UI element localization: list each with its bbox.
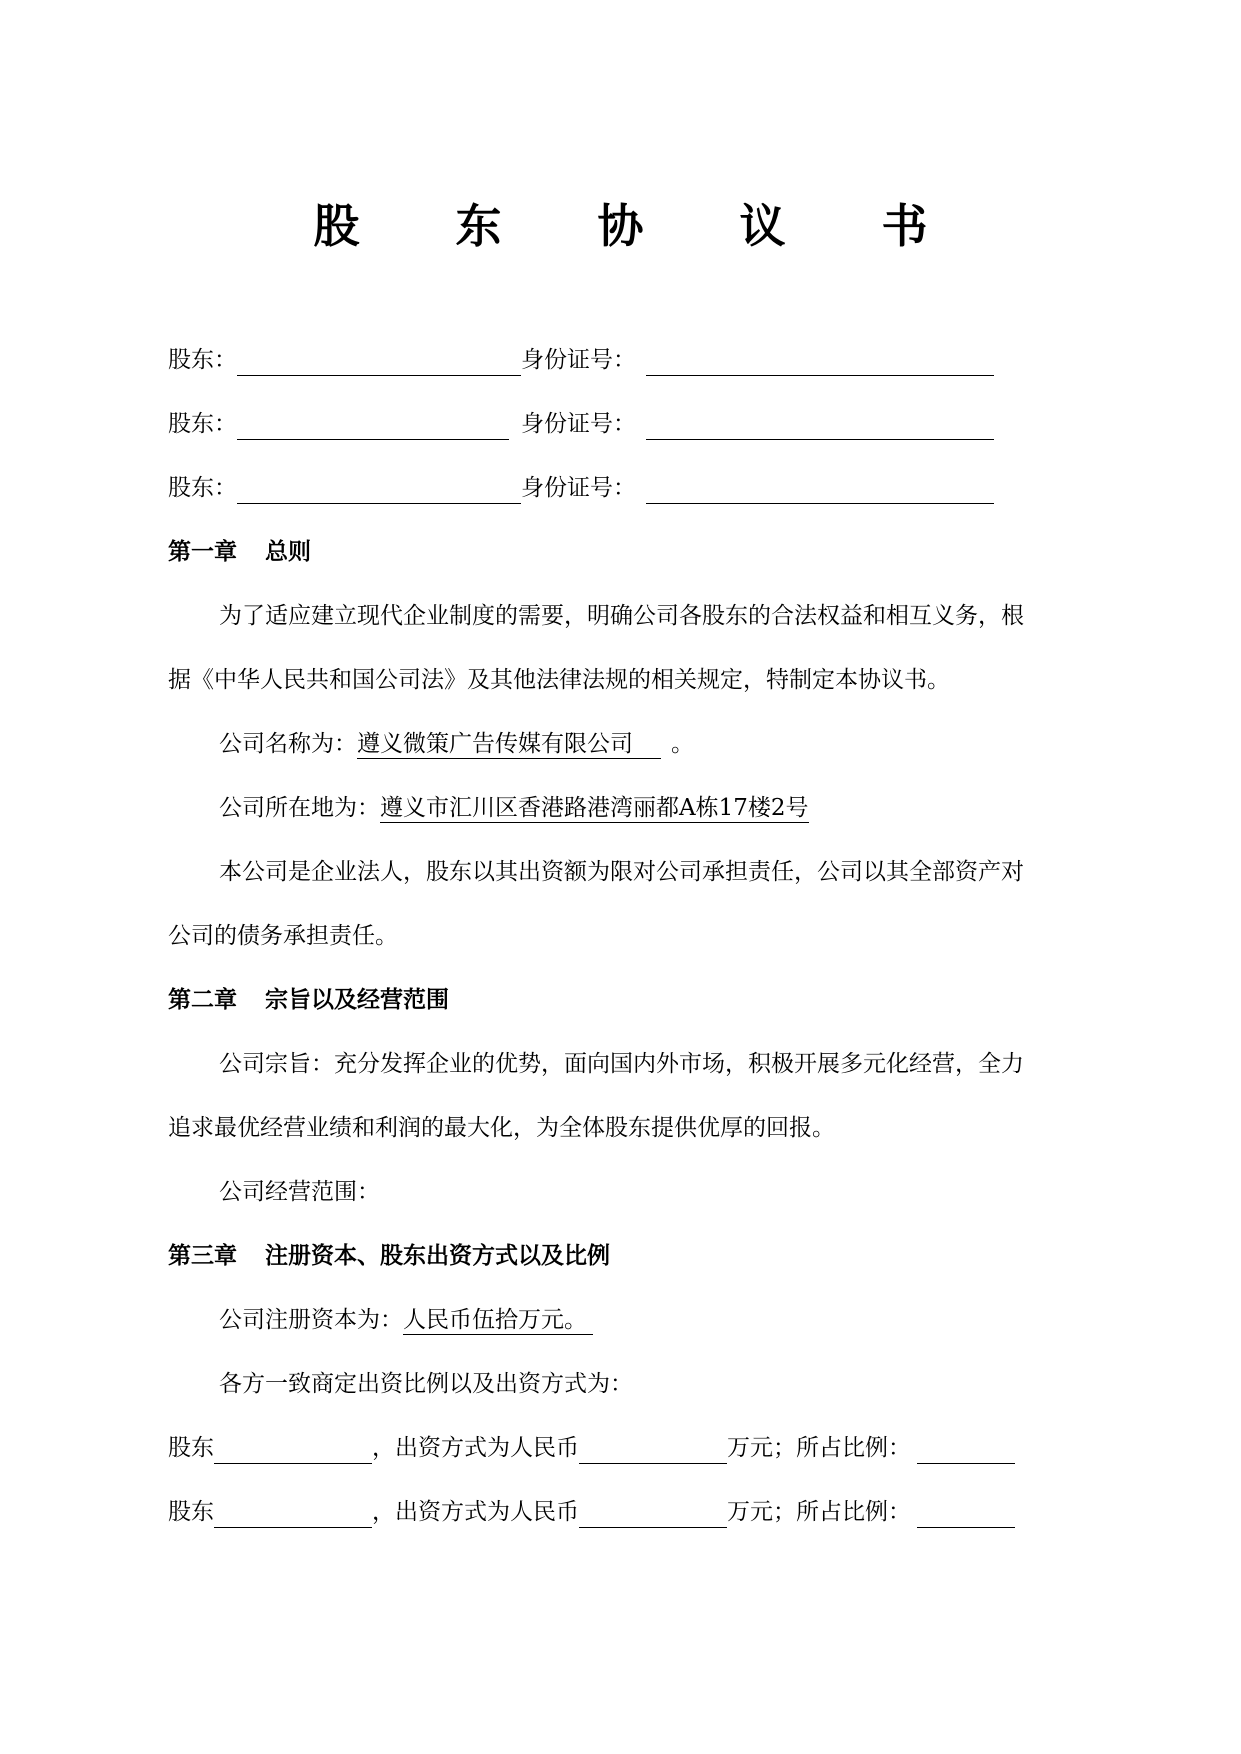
chapter-name: 总则 (265, 539, 311, 565)
company-name-end: 。 (671, 731, 694, 757)
shareholder-label: 股东 (168, 1435, 214, 1461)
capital-value: 人民币伍拾万元。 (403, 1307, 593, 1335)
chapter-heading-2 (168, 984, 449, 1016)
address-value: 遵义市汇川区香港路港湾丽都A栋17楼2号 (380, 795, 809, 821)
business-scope-label: 公司经营范围： (219, 1179, 380, 1205)
ratio-label: 万元；所占比例： (727, 1499, 911, 1525)
address-line (168, 792, 1131, 824)
ratio-blank[interactable] (917, 1501, 1015, 1528)
id-number-label: 身份证号： (521, 347, 636, 373)
shareholder-label: 股东： (168, 347, 237, 373)
paragraph-line: 据《中华人民共和国公司法》及其他法律法规的相关规定，特制定本协议书。 (168, 667, 950, 693)
ratio-label: 万元；所占比例： (727, 1435, 911, 1461)
shareholder-name-blank[interactable] (237, 477, 521, 504)
chapter-name: 注册资本、股东出资方式以及比例 (265, 1243, 610, 1269)
company-name-value: 遵义微策广告传媒有限公司 (357, 731, 661, 759)
paragraph-line: 为了适应建立现代企业制度的需要，明确公司各股东的合法权益和相互义务，根 (219, 603, 1024, 629)
chapter-heading-3 (168, 1240, 610, 1272)
document-title: 股 东 协 议 书 (313, 199, 968, 253)
registered-capital-line (168, 1304, 1131, 1336)
id-number-label: 身份证号： (521, 475, 636, 501)
chapter-number: 第一章 (168, 539, 237, 565)
shareholder-name-blank[interactable] (237, 349, 521, 376)
shareholder-label: 股东 (168, 1499, 214, 1525)
paragraph-line: 各方一致商定出资比例以及出资方式为： (219, 1371, 633, 1397)
address-label: 公司所在地为： (219, 795, 380, 821)
contribution-row-2 (168, 1496, 1015, 1528)
id-number-blank[interactable] (646, 413, 994, 440)
method-label: ，出资方式为人民币 (372, 1499, 579, 1525)
shareholder-row-3 (168, 472, 994, 504)
capital-label: 公司注册资本为： (219, 1307, 403, 1333)
ratio-blank[interactable] (917, 1437, 1015, 1464)
paragraph-line: 本公司是企业法人，股东以其出资额为限对公司承担责任，公司以其全部资产对 (219, 859, 1024, 885)
paragraph-line: 追求最优经营业绩和利润的最大化，为全体股东提供优厚的回报。 (168, 1115, 835, 1141)
company-name-line (168, 728, 1131, 760)
company-name-label: 公司名称为： (219, 731, 357, 757)
amount-blank[interactable] (579, 1501, 727, 1528)
id-number-label: 身份证号： (521, 411, 636, 437)
shareholder-name-blank[interactable] (214, 1501, 372, 1528)
shareholder-label: 股东： (168, 475, 237, 501)
shareholder-name-blank[interactable] (237, 413, 509, 440)
chapter-number: 第二章 (168, 987, 237, 1013)
contribution-row-1 (168, 1432, 1015, 1464)
chapter-name: 宗旨以及经营范围 (265, 987, 449, 1013)
shareholder-row-1 (168, 344, 994, 376)
amount-blank[interactable] (579, 1437, 727, 1464)
chapter-number: 第三章 (168, 1243, 237, 1269)
paragraph-line: 公司的债务承担责任。 (168, 923, 398, 949)
shareholder-name-blank[interactable] (214, 1437, 372, 1464)
chapter-heading-1 (168, 536, 311, 568)
id-number-blank[interactable] (646, 349, 994, 376)
id-number-blank[interactable] (646, 477, 994, 504)
shareholder-row-2 (168, 408, 994, 440)
method-label: ，出资方式为人民币 (372, 1435, 579, 1461)
paragraph-line: 公司宗旨：充分发挥企业的优势，面向国内外市场，积极开展多元化经营，全力 (219, 1051, 1024, 1077)
shareholder-label: 股东： (168, 411, 237, 437)
